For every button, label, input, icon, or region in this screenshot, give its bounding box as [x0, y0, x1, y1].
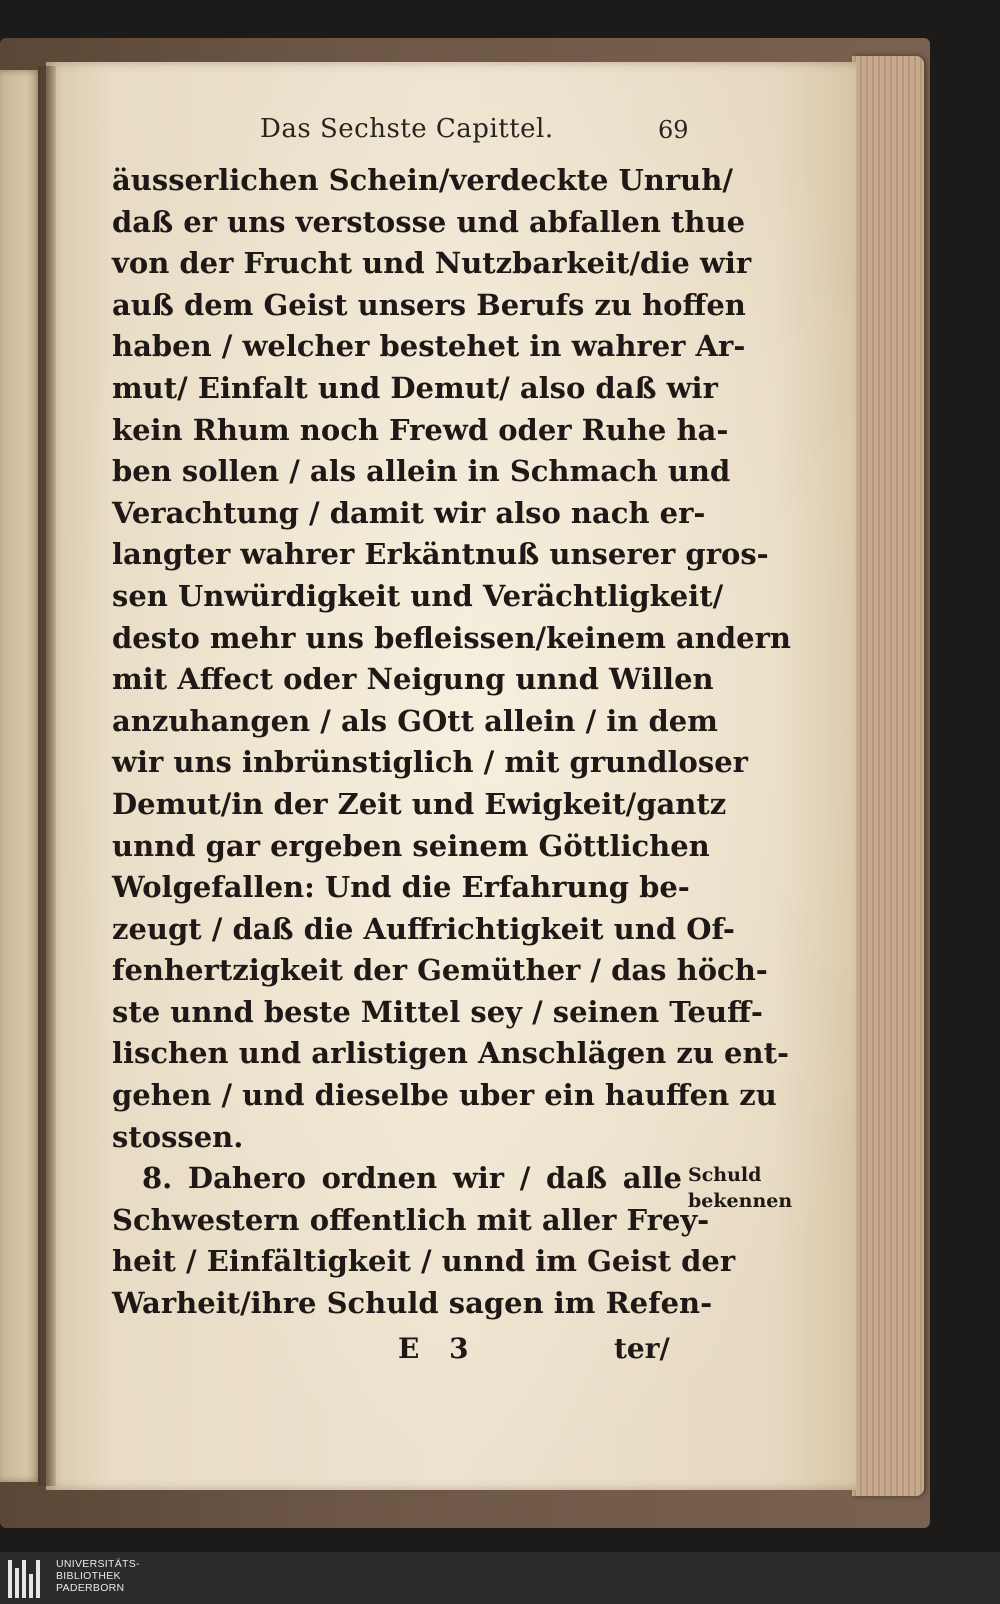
text-line: mut/ Einfalt und Demut/ also daß wir	[112, 370, 718, 405]
library-logo-strip	[0, 1552, 1000, 1604]
page-number: 69	[658, 116, 689, 144]
gutter-shadow	[38, 66, 56, 1486]
text-line: kein Rhum noch Frewd oder Ruhe ha-	[112, 412, 729, 447]
library-name-line: PADERBORN	[56, 1582, 125, 1594]
page-footer	[46, 1332, 856, 1374]
text-line: gehen / und dieselbe uber ein hauffen zu	[112, 1078, 777, 1113]
text-line: Demut/in der Zeit und Ewigkeit/gantz	[112, 786, 727, 821]
text-line: mit Affect oder Neigung unnd Willen	[112, 662, 714, 697]
text-line: von der Frucht und Nutzbarkeit/die wir	[112, 246, 752, 281]
text-line: auß dem Geist unsers Berufs zu hoffen	[112, 287, 746, 322]
text-line: Wolgefallen: Und die Erfahrung be-	[112, 870, 690, 905]
library-name-line: UNIVERSITÄTS-	[56, 1558, 140, 1570]
book-page	[46, 62, 856, 1490]
text-line: zeugt / daß die Auffrichtigkeit und Of-	[112, 911, 735, 946]
text-line: äusserlichen Schein/verdeckte Unruh/	[112, 163, 733, 197]
text-line: lischen und arlistigen Anschlägen zu ent-	[112, 1036, 790, 1071]
text-line: fenhertzigkeit der Gemüther / das höch-	[112, 953, 768, 988]
library-name-line: BIBLIOTHEK	[56, 1570, 121, 1582]
text-line: heit / Einfältigkeit / unnd im Geist der	[112, 1244, 736, 1279]
text-line: Warheit/ihre Schuld sagen im Refen-	[112, 1286, 713, 1321]
running-head: Das Sechste Capittel.	[260, 114, 554, 144]
left-page-edge	[0, 70, 42, 1482]
library-logo-icon	[8, 1560, 48, 1598]
text-line: ben sollen / als allein in Schmach und	[112, 454, 731, 489]
text-line: daß er uns verstosse und abfallen thue	[112, 204, 746, 239]
page-header	[46, 114, 856, 154]
text-line: desto mehr uns befleissen/keinem andern	[112, 620, 791, 655]
text-line: wir uns inbrünstiglich / mit grundloser	[112, 745, 748, 780]
text-line: ste unnd beste Mittel sey / seinen Teuff-	[112, 994, 763, 1029]
marginal-note	[688, 1162, 798, 1214]
marginal-note-line: Schuld	[688, 1164, 762, 1186]
text-line: haben / welcher bestehet in wahrer Ar-	[112, 329, 746, 364]
text-line: sen Unwürdigkeit und Verächtligkeit/	[112, 578, 724, 613]
text-line: Schwestern offentlich mit aller Frey-	[112, 1202, 710, 1237]
text-line: unnd gar ergeben seinem Göttlichen	[112, 828, 710, 863]
signature-mark: E 3	[398, 1332, 479, 1365]
text-line: Verachtung / damit wir also nach er-	[112, 495, 706, 530]
library-logo-text	[56, 1558, 140, 1594]
text-line: stossen.	[112, 1119, 244, 1154]
text-line: anzuhangen / als GOtt allein / in dem	[112, 703, 718, 738]
catchword: ter/	[614, 1332, 670, 1365]
text-line: 8. Dahero ordnen wir / daß alle	[142, 1161, 682, 1196]
text-line: langter wahrer Erkäntnuß unserer gros-	[112, 537, 769, 572]
page-edges	[852, 56, 924, 1496]
marginal-note-line: bekennen	[688, 1190, 793, 1212]
